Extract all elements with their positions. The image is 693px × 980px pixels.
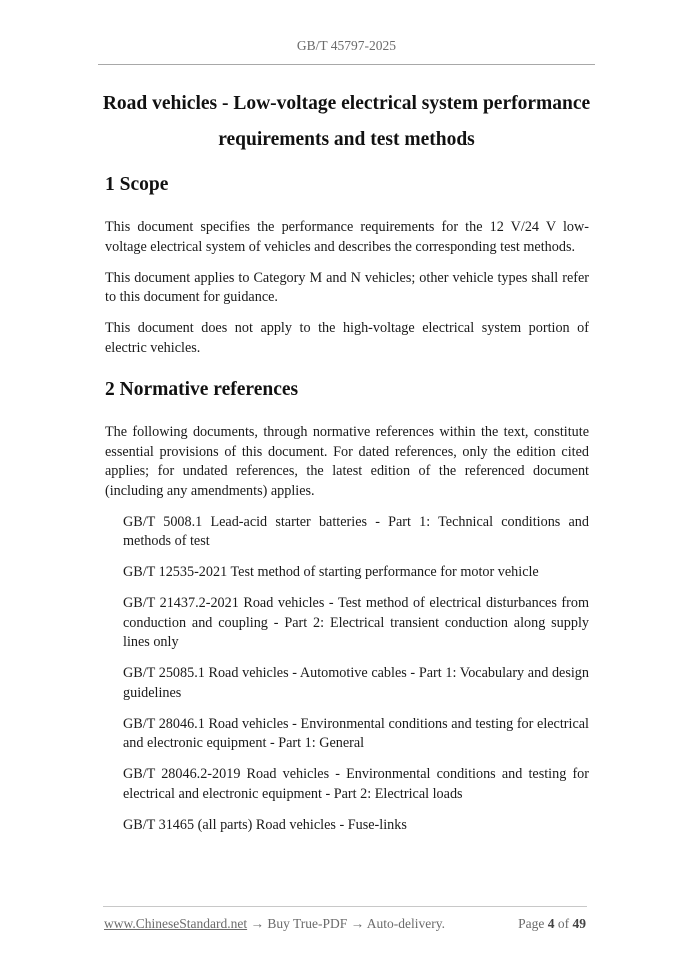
footer-divider [103, 906, 587, 907]
chinesestandard-link[interactable]: www.ChineseStandard.net [104, 916, 248, 931]
reference-item: GB/T 28046.1 Road vehicles - Environmental conditions and testing for electrical and electronic equipment - Part 1: General [123, 715, 589, 751]
scope-paragraph-3: This document does not apply to the high-voltage electrical system portion of electric vehicles. [105, 320, 589, 356]
page-label: Page [518, 916, 545, 931]
normative-references-intro: The following documents, through normative references within the text, constitute essential provisions of this document. For dated references, only the edition cited applies; for undated references, the latest edition of the referenced document (including any amendments) applies. [105, 424, 589, 499]
section-normative-references [105, 377, 589, 835]
page-total: 49 [572, 916, 586, 931]
arrow-right-icon: → [350, 916, 365, 931]
reference-item: GB/T 12535-2021 Test method of starting performance for motor vehicle [123, 564, 539, 580]
section-heading-scope: 1 Scope [105, 174, 169, 195]
document-body [105, 172, 589, 847]
reference-item: GB/T 28046.2-2019 Road vehicles - Environmental conditions and testing for electrical and electronic equipment - Part 2: Electrical loads [123, 766, 589, 802]
page-number [518, 916, 586, 932]
page-of-label: of [557, 916, 570, 931]
document-title-line-1: Road vehicles - Low-voltage electrical system performance [102, 93, 591, 114]
footer-promo [104, 916, 445, 932]
page-footer [104, 916, 586, 932]
section-heading-normative-references: 2 Normative references [105, 379, 299, 400]
footer-delivery-text: Auto-delivery. [364, 916, 445, 931]
header-divider [98, 64, 595, 65]
scope-paragraph-2: This document applies to Category M and N vehicles; other vehicle types shall refer to this document for guidance. [105, 269, 589, 305]
reference-item: GB/T 21437.2-2021 Road vehicles - Test method of electrical disturbances from conduction and coupling - Part 2: Electrical transient conduction along supply lines only [123, 595, 589, 650]
document-title-line-2: requirements and test methods [218, 129, 475, 150]
page-header-standard-code: GB/T 45797-2025 [296, 38, 397, 53]
section-scope [105, 172, 589, 358]
scope-paragraph-1: This document specifies the performance requirements for the 12 V/24 V low-voltage electrical system of vehicles and describes the corresponding test methods. [105, 219, 589, 255]
page-current: 4 [547, 916, 555, 931]
reference-item: GB/T 5008.1 Lead-acid starter batteries - Part 1: Technical conditions and methods of test [123, 513, 589, 549]
arrow-right-icon: → [250, 916, 264, 931]
footer-buy-text: Buy True-PDF [263, 916, 351, 931]
document-title [98, 86, 595, 158]
reference-item: GB/T 31465 (all parts) Road vehicles - Fuse-links [123, 816, 407, 833]
reference-item: GB/T 25085.1 Road vehicles - Automotive cables - Part 1: Vocabulary and design guidelines [123, 665, 589, 701]
reference-list [123, 513, 589, 836]
